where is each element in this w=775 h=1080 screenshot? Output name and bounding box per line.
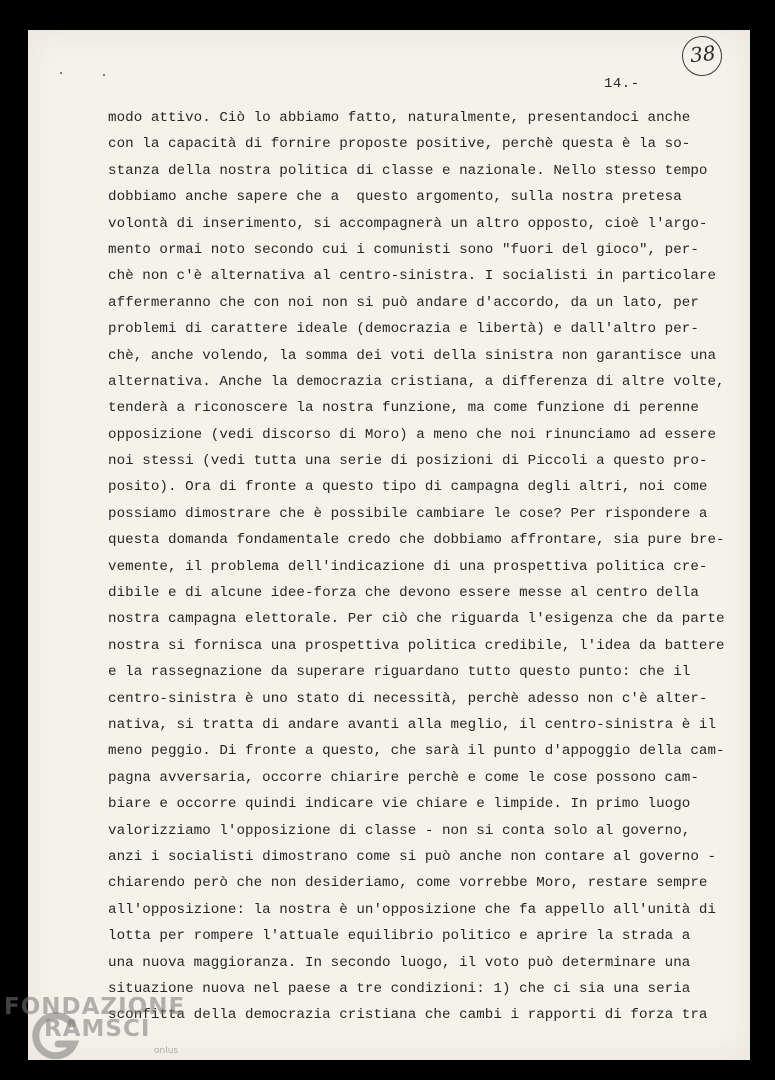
- text-line: chè, anche volendo, la somma dei voti della sinistra non garantisce una: [108, 347, 717, 364]
- text-line: dobbiamo anche sapere che a questo argomento, sulla nostra pretesa: [108, 189, 682, 206]
- text-line: e la rassegnazione da superare riguardano tutto questo punto: che il: [108, 664, 691, 681]
- text-line: nostra si fornisca una prospettiva politica credibile, l'idea da battere: [108, 637, 725, 654]
- watermark-line-1: FONDAZIONE: [4, 994, 186, 1020]
- text-line: tenderà a riconoscere la nostra funzione, ma come funzione di perenne: [108, 400, 699, 417]
- text-line: possiamo dimostrare che è possibile cambiare le cose? Per rispondere a: [108, 505, 708, 522]
- text-line: lotta per rompere l'attuale equilibrio politico e aprire la strada a: [108, 928, 691, 945]
- text-line: chiarendo però che non desideriamo, come vorrebbe Moro, restare sempre: [108, 875, 708, 892]
- text-line: noi stessi (vedi tutta una serie di posizioni di Piccoli a questo pro-: [108, 453, 708, 470]
- text-line: situazione nuova nel paese a tre condizioni: 1) che ci sia una seria: [108, 980, 691, 997]
- watermark-suffix: onlus: [154, 1046, 179, 1056]
- text-line: nostra campagna elettorale. Per ciò che riguarda l'esigenza che da parte: [108, 611, 725, 628]
- paper-speck: [60, 72, 62, 74]
- text-line: vemente, il problema dell'indicazione di una prospettiva politica cre-: [108, 558, 708, 575]
- text-line: con la capacità di fornire proposte positive, perchè questa è la so-: [108, 136, 691, 153]
- text-line: dibile e di alcune idee-forza che devono essere messe al centro della: [108, 585, 699, 602]
- text-line: sconfitta della democrazia cristiana che cambi i rapporti di forza tra: [108, 1007, 708, 1024]
- document-body: [108, 105, 728, 1029]
- text-line: pagna avversaria, occorre chiarire perchè e come le cose possono cam-: [108, 769, 699, 786]
- text-line: alternativa. Anche la democrazia cristiana, a differenza di altre volte,: [108, 373, 725, 390]
- text-line: nativa, si tratta di andare avanti alla meglio, il centro-sinistra è il: [108, 716, 717, 733]
- text-line: valorizziamo l'opposizione di classe - non si conta solo al governo,: [108, 822, 691, 839]
- text-line: meno peggio. Di fronte a questo, che sarà il punto d'appoggio della cam-: [108, 743, 725, 760]
- text-line: mento ormai noto secondo cui i comunisti sono "fuori del gioco", per-: [108, 241, 699, 258]
- text-line: una nuova maggioranza. In secondo luogo, il voto può determinare una: [108, 954, 691, 971]
- paper-speck: [103, 74, 105, 76]
- document-page: [28, 30, 750, 1060]
- archive-number: 38: [688, 40, 717, 68]
- text-line: affermeranno che con noi non si può andare d'accordo, da un lato, per: [108, 294, 699, 311]
- text-line: problemi di carattere ideale (democrazia e libertà) e dall'altro per-: [108, 321, 699, 338]
- text-line: centro-sinistra è uno stato di necessità, perchè adesso non c'è alter-: [108, 690, 708, 707]
- watermark-line-2: RAMSCI: [44, 1016, 151, 1042]
- text-line: stanza della nostra politica di classe e nazionale. Nello stesso tempo: [108, 162, 708, 179]
- text-line: anzi i socialisti dimostrano come si può anche non contare al governo -: [108, 848, 717, 865]
- text-line: posito). Ora di fronte a questo tipo di campagna degli altri, noi come: [108, 479, 708, 496]
- text-line: modo attivo. Ciò lo abbiamo fatto, naturalmente, presentandoci anche: [108, 110, 691, 126]
- page-number: 14.-: [604, 76, 640, 92]
- text-line: all'opposizione: la nostra è un'opposizione che fa appello all'unità di: [108, 901, 717, 918]
- text-line: questa domanda fondamentale credo che dobbiamo affrontare, sia pure bre-: [108, 532, 725, 549]
- text-line: opposizione (vedi discorso di Moro) a meno che noi rinunciamo ad essere: [108, 426, 717, 443]
- text-line: chè non c'è alternativa al centro-sinistra. I socialisti in particolare: [108, 268, 717, 285]
- text-line: biare e occorre quindi indicare vie chiare e limpide. In primo luogo: [108, 796, 691, 813]
- text-line: volontà di inserimento, si accompagnerà un altro opposto, cioè l'argo-: [108, 215, 708, 232]
- foundation-watermark: [4, 994, 204, 1074]
